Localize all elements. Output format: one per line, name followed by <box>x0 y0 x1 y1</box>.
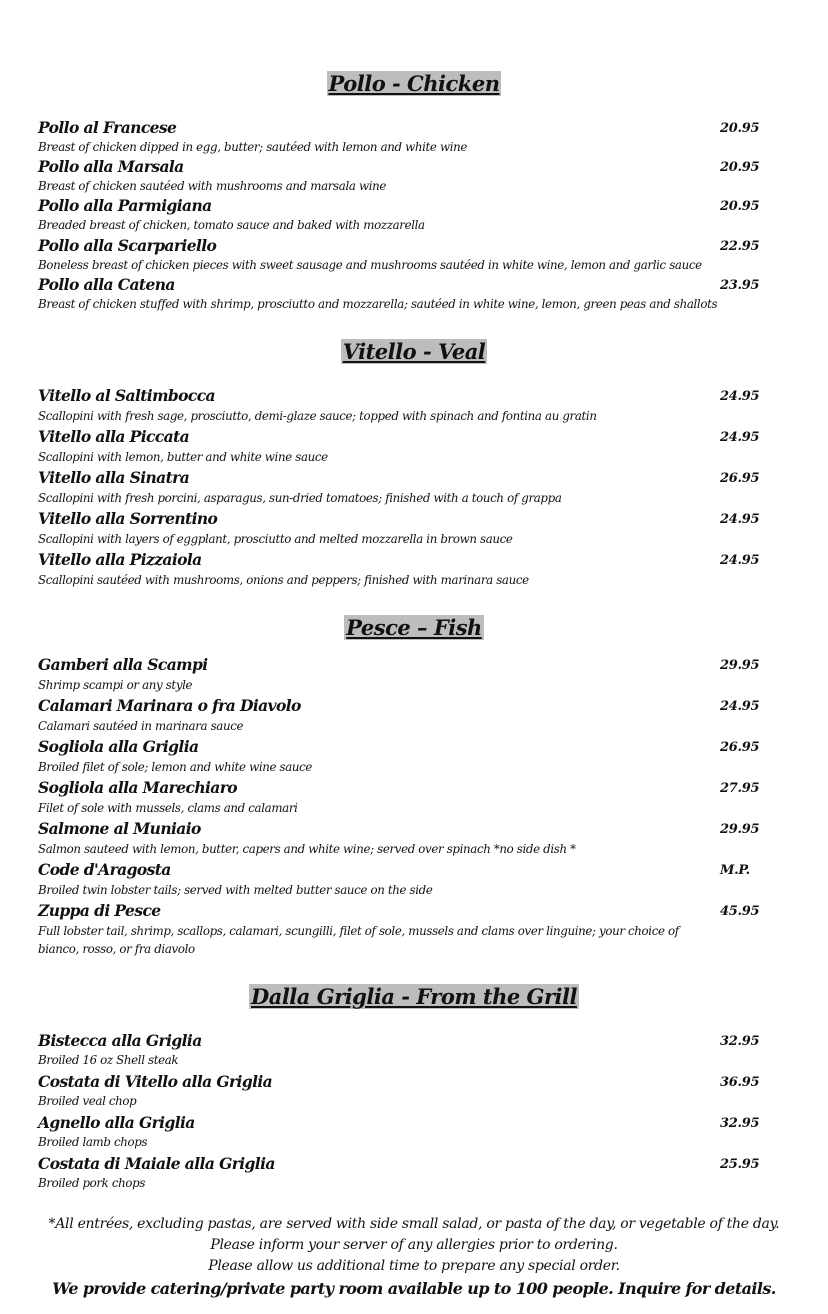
item-price: 26.95 <box>720 740 760 755</box>
item-price: 29.95 <box>720 822 760 837</box>
item-description: Scallopini with fresh porcini, asparagus, sun-dried tomatoes; finished with a touch of grappa <box>38 491 562 505</box>
section-title: Vitello - Veal <box>342 339 486 364</box>
item-name: Salmone al Muniaio <box>38 819 201 838</box>
item-name: Pollo al Francese <box>38 118 177 137</box>
item-name: Vitello al Saltimbocca <box>38 386 215 405</box>
item-name: Pollo alla Parmigiana <box>38 196 212 215</box>
menu-footer <box>0 1214 828 1301</box>
item-price: 20.95 <box>720 199 760 214</box>
item-description: Broiled lamb chops <box>38 1135 148 1149</box>
item-description: Calamari sautéed in marinara sauce <box>38 719 244 733</box>
item-description: Breast of chicken dipped in egg, butter; sautéed with lemon and white wine <box>38 140 468 154</box>
item-name: Vitello alla Pizzaiola <box>38 550 202 569</box>
item-price: 23.95 <box>720 278 760 293</box>
item-name: Costata di Maiale alla Griglia <box>38 1154 275 1173</box>
item-name: Zuppa di Pesce <box>38 901 161 920</box>
item-name: Pollo alla Scarpariello <box>38 236 217 255</box>
item-name: Bistecca alla Griglia <box>38 1031 202 1050</box>
item-price: 24.95 <box>720 512 760 527</box>
item-description: Broiled twin lobster tails; served with melted butter sauce on the side <box>38 883 433 897</box>
item-price: 29.95 <box>720 658 760 673</box>
item-description: Broiled 16 oz Shell steak <box>38 1053 179 1067</box>
item-name: Vitello alla Sinatra <box>38 468 190 487</box>
item-price: 20.95 <box>720 160 760 175</box>
item-price: 20.95 <box>720 121 760 136</box>
item-price: 22.95 <box>720 239 760 254</box>
item-description: Filet of sole with mussels, clams and calamari <box>38 801 298 815</box>
item-name: Sogliola alla Griglia <box>38 737 199 756</box>
item-name: Vitello alla Piccata <box>38 427 190 446</box>
footer-note-entrees: *All entrées, excluding pastas, are served with side small salad, or pasta of the day, or vegetable of the day. <box>48 1216 780 1232</box>
item-name: Pollo alla Catena <box>38 275 175 294</box>
item-description: Scallopini with lemon, butter and white wine sauce <box>38 450 328 464</box>
section-title: Pollo - Chicken <box>328 71 500 96</box>
section-title: Pesce – Fish <box>346 615 482 640</box>
footer-note-allergies: Please inform your server of any allergies prior to ordering. <box>210 1237 618 1253</box>
item-description: Broiled pork chops <box>38 1176 146 1190</box>
item-price: 24.95 <box>720 389 760 404</box>
item-description: Full lobster tail, shrimp, scallops, calamari, scungilli, filet of sole, mussels and clams over linguine; your choice of bianco, rosso, or fra diavolo <box>38 924 679 956</box>
item-price: 45.95 <box>720 904 760 919</box>
item-price: 36.95 <box>720 1075 760 1090</box>
item-name: Pollo alla Marsala <box>38 157 184 176</box>
item-description: Boneless breast of chicken pieces with sweet sausage and mushrooms sautéed in white wine, lemon and garlic sauce <box>38 258 702 272</box>
footer-catering: We provide catering/private party room available up to 100 people. Inquire for details. <box>52 1279 776 1298</box>
item-name: Sogliola alla Marechiaro <box>38 778 238 797</box>
item-price: 32.95 <box>720 1116 760 1131</box>
item-name: Costata di Vitello alla Griglia <box>38 1072 273 1091</box>
item-description: Scallopini with fresh sage, prosciutto, demi-glaze sauce; topped with spinach and fontina au gratin <box>38 409 597 423</box>
item-description: Shrimp scampi or any style <box>38 678 193 692</box>
item-description: Breaded breast of chicken, tomato sauce and baked with mozzarella <box>38 218 425 232</box>
item-description: Broiled filet of sole; lemon and white wine sauce <box>38 760 313 774</box>
item-price: 24.95 <box>720 430 760 445</box>
section-title: Dalla Griglia - From the Grill <box>251 984 577 1009</box>
item-description: Broiled veal chop <box>38 1094 137 1108</box>
item-price: 24.95 <box>720 699 760 714</box>
item-name: Agnello alla Griglia <box>38 1113 195 1132</box>
item-description: Breast of chicken stuffed with shrimp, prosciutto and mozzarella; sautéed in white wine, lemon, green peas and shallots <box>38 297 718 311</box>
item-price: 24.95 <box>720 553 760 568</box>
item-name: Calamari Marinara o fra Diavolo <box>38 696 301 715</box>
item-name: Gamberi alla Scampi <box>38 655 208 674</box>
item-price: M.P. <box>720 863 750 878</box>
item-description: Scallopini sautéed with mushrooms, onions and peppers; finished with marinara sauce <box>38 573 529 587</box>
item-name: Vitello alla Sorrentino <box>38 509 218 528</box>
item-price: 27.95 <box>720 781 760 796</box>
item-price: 32.95 <box>720 1034 760 1049</box>
item-description: Breast of chicken sautéed with mushrooms and marsala wine <box>38 179 387 193</box>
item-price: 25.95 <box>720 1157 760 1172</box>
item-description: Salmon sauteed with lemon, butter, capers and white wine; served over spinach *no side dish * <box>38 842 576 856</box>
item-name: Code d'Aragosta <box>38 860 171 879</box>
footer-note-special-order: Please allow us additional time to prepare any special order. <box>208 1258 620 1274</box>
item-description: Scallopini with layers of eggplant, prosciutto and melted mozzarella in brown sauce <box>38 532 513 546</box>
item-price: 26.95 <box>720 471 760 486</box>
